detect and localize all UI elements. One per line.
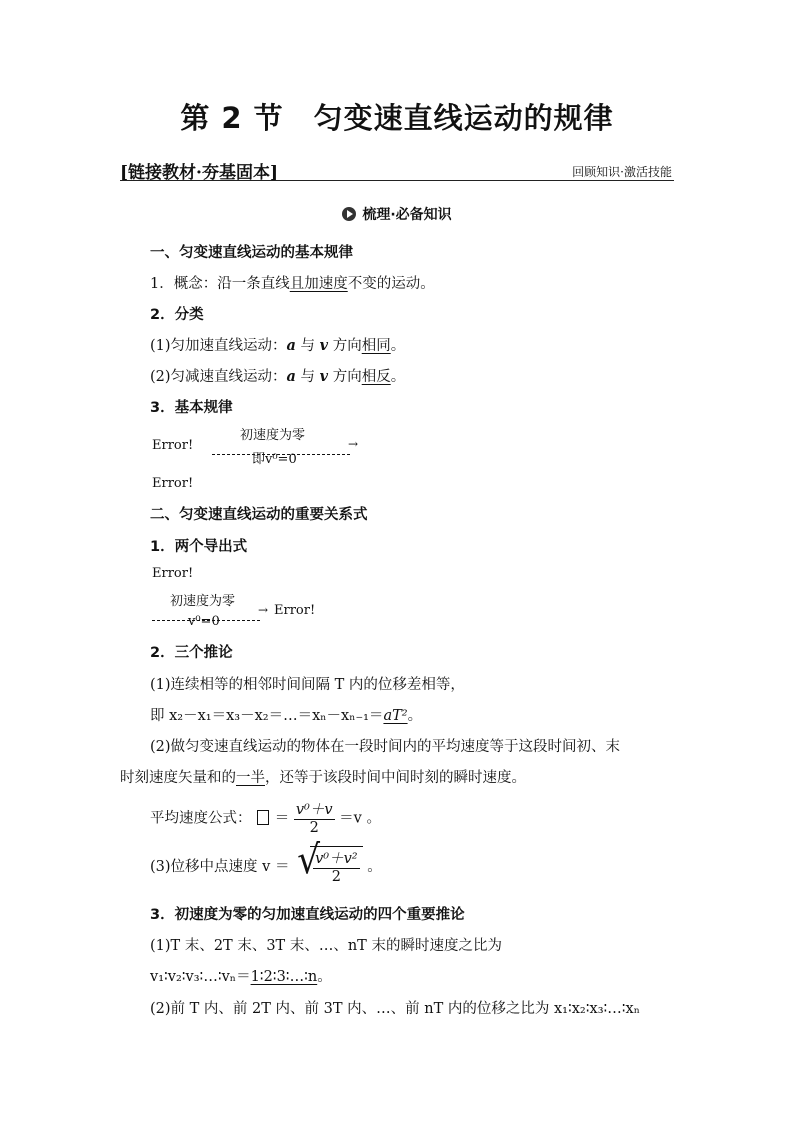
- s2-item3: 3．初速度为零的匀加速直线运动的四个重要推论: [150, 907, 465, 923]
- var-a: a: [286, 368, 296, 385]
- banner-left-label: [链接教材·夯基固本]: [120, 163, 279, 183]
- s1-item2a: [150, 334, 405, 355]
- s2-r1-line2: [150, 965, 332, 986]
- t3-numerator: √ v⁰＋v²: [313, 847, 360, 869]
- s1-arrow-bottom-label: 即v⁰=0: [252, 452, 297, 467]
- avg-numerator: v⁰＋v: [294, 798, 335, 820]
- s1-item2a-mid: 与: [295, 338, 320, 354]
- avg-tail: ＝v 。: [339, 810, 381, 827]
- page-title: 第 2 节 匀变速直线运动的规律: [180, 101, 614, 135]
- s1-item1-prefix: 1．概念：沿一条直线: [150, 276, 290, 292]
- s2-r1-line1: (1)T 末、2T 末、3T 末、…、nT 末的瞬时速度之比为: [150, 938, 502, 954]
- s2-t1-line2-end: 。: [407, 708, 423, 724]
- var-v: v: [319, 337, 329, 354]
- s2-t1-line1: (1)连续相等的相邻时间间隔 T 内的位移差相等，: [150, 677, 465, 693]
- avg-fraction: [294, 798, 335, 836]
- s1-item2b: [150, 365, 405, 386]
- play-icon: [342, 207, 356, 221]
- s1-error-2: Error!: [152, 476, 194, 491]
- s2-arrow-bottom-label: v⁰=0: [188, 614, 220, 629]
- s2-t2-line2: [120, 766, 526, 787]
- s1-item1-suffix: 不变的运动。: [347, 276, 435, 292]
- s2-arrow-block: [152, 590, 322, 634]
- s1-arrow-top-label: 初速度为零: [240, 428, 306, 443]
- s2-t2-line1: (2)做匀变速直线运动的物体在一段时间内的平均速度等于这段时间初、末: [150, 739, 621, 755]
- s2-r1-line2-underline: 1∶2∶3∶…∶n: [250, 969, 318, 985]
- t3-prefix: (3)位移中点速度 v ＝: [150, 859, 290, 875]
- s1-item2a-underline: 相同: [361, 338, 391, 354]
- s2-t1-line2: [150, 704, 422, 725]
- s1-item2a-prefix: (1)匀加速直线运动：: [150, 338, 287, 354]
- s2-r1-line2-prefix: v₁∶v₂∶v₃∶…∶vₙ＝: [150, 969, 251, 985]
- avg-eq: ＝: [274, 810, 290, 827]
- s1-item1-underline: 且加速度: [289, 276, 348, 292]
- s1-item2a-dir: 方向: [328, 338, 362, 354]
- s2-error-2: Error!: [274, 603, 316, 618]
- arrow-right-icon: →: [348, 437, 359, 451]
- s2-t3: [150, 846, 382, 885]
- s2-r2-line1: (2)前 T 内、前 2T 内、前 3T 内、…、前 nT 内的位移之比为 x₁∶x₂∶x₃∶…∶xₙ: [150, 1001, 641, 1017]
- section-1-heading: 一、匀变速直线运动的基本规律: [150, 245, 353, 261]
- s1-item2b-end: 。: [390, 369, 406, 385]
- avg-denominator: 2: [309, 820, 319, 836]
- s1-item2b-dir: 方向: [328, 369, 362, 385]
- sqrt-icon: [310, 846, 363, 885]
- var-v: v: [319, 368, 329, 385]
- arrow-right-icon: →: [258, 603, 269, 617]
- s1-item1: [150, 272, 435, 293]
- v-bar-box: [257, 810, 269, 825]
- t3-end: 。: [367, 859, 382, 875]
- banner-divider: [120, 180, 674, 181]
- s2-item2: 2．三个推论: [150, 645, 233, 661]
- t3-denominator: 2: [331, 869, 341, 885]
- s1-item2b-underline: 相反: [361, 369, 391, 385]
- s1-item2: 2．分类: [150, 307, 204, 323]
- section-tag: [0, 204, 794, 224]
- s2-t2-line2-underline: 一半: [236, 770, 265, 786]
- var-a: a: [286, 337, 296, 354]
- s2-item1: 1．两个导出式: [150, 539, 248, 555]
- banner-right-label: 回顾知识·激活技能: [572, 165, 672, 179]
- avg-label: 平均速度公式：: [150, 810, 252, 827]
- s2-arrow-top-label: 初速度为零: [170, 594, 236, 609]
- s2-error-1: Error!: [152, 566, 194, 581]
- s1-item2b-mid: 与: [295, 369, 320, 385]
- s1-item2b-prefix: (2)匀减速直线运动：: [150, 369, 287, 385]
- s1-arrow-block: [212, 424, 362, 468]
- s2-t1-line2-prefix: 即 x₂－x₁＝x₃－x₂＝…＝xₙ－xₙ₋₁＝: [150, 708, 384, 724]
- s2-t2-line2-prefix: 时刻速度矢量和的: [120, 770, 236, 786]
- s2-r1-line2-end: 。: [317, 969, 332, 985]
- s2-avg-formula: [150, 798, 381, 836]
- s1-item3: 3．基本规律: [150, 400, 233, 416]
- s2-t1-line2-underline: aT²: [383, 708, 408, 724]
- s1-error-1: Error!: [152, 438, 194, 453]
- t3-fraction: [313, 847, 360, 885]
- section-tag-label: 梳理·必备知识: [362, 207, 452, 223]
- s2-t2-line2-suffix: ，还等于该段时间中间时刻的瞬时速度。: [265, 770, 526, 786]
- section-2-heading: 二、匀变速直线运动的重要关系式: [150, 507, 368, 523]
- s1-item2a-end: 。: [390, 338, 406, 354]
